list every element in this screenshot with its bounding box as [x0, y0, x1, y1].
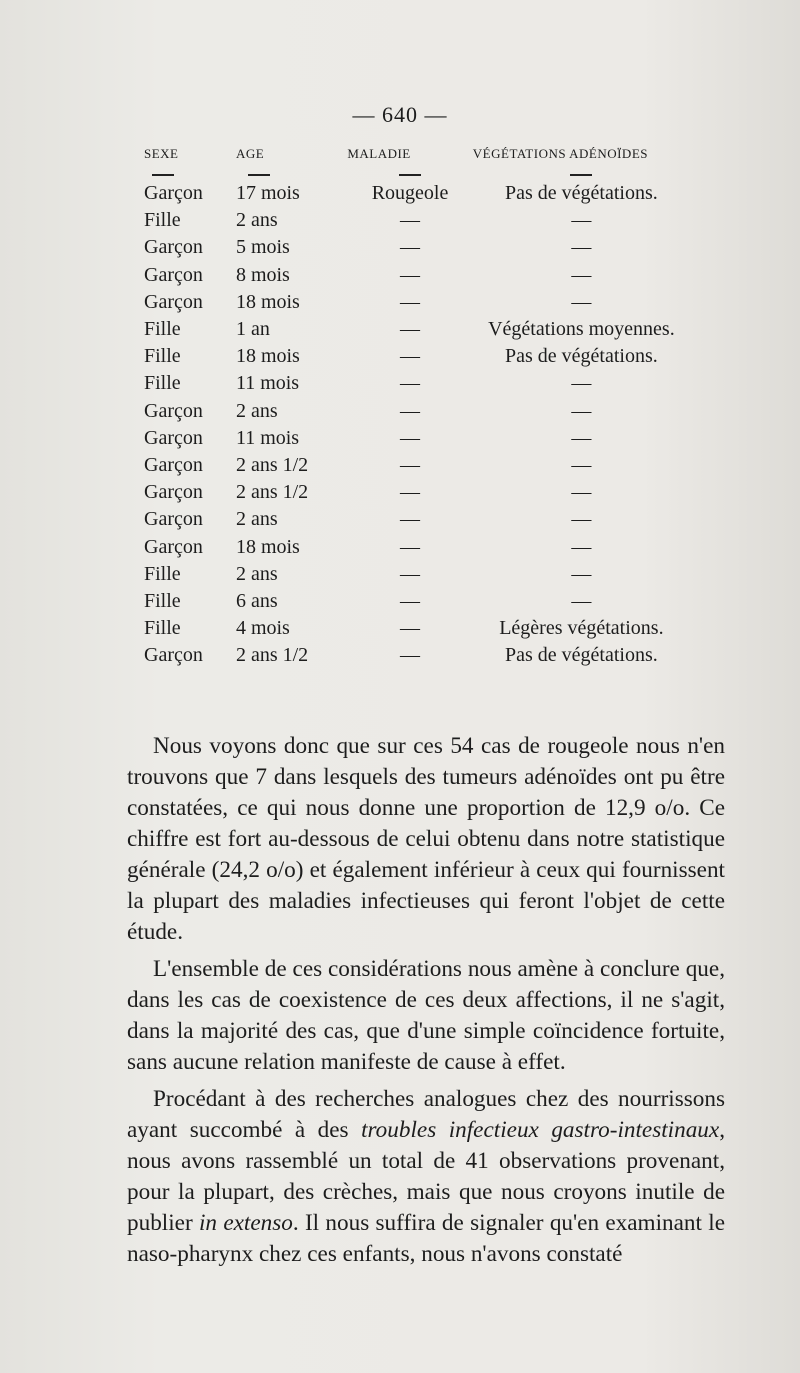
cell-maladie: — [400, 345, 421, 368]
table-row [130, 316, 690, 343]
cell-vegetations: Pas de végétations. [505, 345, 658, 368]
cell-maladie: — [400, 508, 421, 531]
cell-vegetations: — [571, 372, 592, 395]
cell-maladie: — [400, 535, 421, 558]
table-row [130, 180, 690, 207]
cell-age: 2 ans [235, 508, 278, 531]
cell-age: 2 ans 1/2 [235, 644, 309, 667]
cell-vegetations: — [571, 290, 592, 313]
cell-vegetations: — [571, 236, 592, 259]
cell-vegetations: — [571, 481, 592, 504]
cell-maladie: — [400, 372, 421, 395]
paragraph-3-italic-latin: in extenso [198, 1210, 293, 1236]
cell-vegetations: — [571, 426, 592, 449]
table-row [130, 289, 690, 316]
table-row [130, 561, 690, 588]
cell-age: 18 mois [235, 535, 300, 558]
cell-age: 18 mois [235, 290, 300, 313]
table-row [130, 370, 690, 397]
cell-sexe: Garçon [144, 399, 203, 422]
paragraph-3-italic-term: troubles infectieux gastro-intestinaux [361, 1117, 720, 1143]
cell-age: 2 ans 1/2 [235, 453, 309, 476]
header-maladie-label: MALADIE [347, 146, 411, 161]
cell-sexe: Fille [144, 617, 181, 640]
cell-maladie: — [400, 290, 421, 313]
paragraph-3-part-c: , nous avons rassemblé un total de 41 observations provenant, pour la plupart, des crèches, mais que nous croyons inutile de publier [127, 1117, 725, 1236]
header-sexe [130, 146, 236, 180]
table-row [130, 615, 690, 642]
cell-vegetations: — [571, 562, 592, 585]
cell-vegetations: — [571, 453, 592, 476]
cell-age: 6 ans [235, 589, 278, 612]
table-row [130, 398, 690, 425]
cell-vegetations: Légères végétations. [499, 617, 664, 640]
cell-vegetations: Pas de végétations. [505, 182, 658, 205]
table-header-row [130, 146, 690, 180]
header-vegetations [473, 146, 690, 180]
cell-sexe: Fille [144, 562, 181, 585]
cell-sexe: Garçon [144, 508, 203, 531]
cell-sexe: Fille [144, 209, 181, 232]
cell-sexe: Garçon [144, 644, 203, 667]
table-row [130, 343, 690, 370]
cell-age: 1 an [235, 318, 270, 341]
cell-vegetations: — [571, 535, 592, 558]
cell-maladie: — [400, 589, 421, 612]
cell-maladie: — [400, 236, 421, 259]
cell-sexe: Garçon [144, 290, 203, 313]
cell-age: 5 mois [235, 236, 290, 259]
cell-sexe: Fille [144, 345, 181, 368]
cell-vegetations: — [571, 399, 592, 422]
table-row [130, 642, 690, 669]
cell-sexe: Garçon [144, 535, 203, 558]
cell-vegetations: Pas de végétations. [505, 644, 658, 667]
table-row [130, 533, 690, 560]
paragraph-1: Nous voyons donc que sur ces 54 cas de rougeole nous n'en trouvons que 7 dans lesquels des tumeurs adénoïdes ont pu être constatées, ce qui nous donne une proportion de 12,9 o/o. Ce chiffre est fort au-dessous de celui obtenu dans notre statistique générale (24,2 o/o) et également inférieur à ceux qui fournissent la plupart des maladies infectieuses qui feront l'objet de cette étude. [127, 733, 725, 945]
cell-maladie: — [400, 263, 421, 286]
cell-maladie: — [400, 209, 421, 232]
header-age-label: AGE [235, 146, 265, 161]
cell-sexe: Garçon [144, 236, 203, 259]
cell-vegetations: Végétations moyennes. [488, 318, 675, 341]
cell-age: 17 mois [235, 182, 300, 205]
cell-maladie: — [400, 453, 421, 476]
cell-maladie: — [400, 644, 421, 667]
body-text [127, 731, 725, 1276]
table-row [130, 207, 690, 234]
cell-sexe: Garçon [144, 453, 203, 476]
header-vegetations-label: VÉGÉTATIONS ADÉNOÏDES [472, 146, 648, 161]
cell-vegetations: — [571, 209, 592, 232]
table-row [130, 479, 690, 506]
cell-vegetations: — [571, 508, 592, 531]
cell-age: 2 ans 1/2 [235, 481, 309, 504]
cell-sexe: Garçon [144, 426, 203, 449]
cell-age: 2 ans [235, 399, 278, 422]
cell-age: 8 mois [235, 263, 290, 286]
paragraph-3 [127, 1084, 725, 1270]
header-age [236, 146, 347, 180]
page-number: — 640 — [352, 102, 448, 127]
cell-age: 11 mois [235, 426, 300, 449]
table-row [130, 588, 690, 615]
cell-sexe: Garçon [144, 263, 203, 286]
cell-maladie: Rougeole [371, 182, 449, 205]
table-row [130, 262, 690, 289]
cell-age: 18 mois [235, 345, 300, 368]
paragraph-2: L'ensemble de ces considérations nous amène à conclure que, dans les cas de coexistence de ces deux affections, il ne s'agit, dans la majorité des cas, que d'une simple coïncidence fortuite, sans aucune relation manifeste de cause à effet. [127, 956, 725, 1075]
header-sexe-label: SEXE [144, 146, 179, 161]
cell-age: 2 ans [235, 562, 278, 585]
table-row [130, 452, 690, 479]
header-dash [248, 174, 270, 176]
cell-maladie: — [400, 481, 421, 504]
paragraph-3-part-a: Procédant à des recherches analogues chez des nourrissons ayant succombé à des [127, 1086, 725, 1143]
table-body [130, 180, 690, 669]
cell-age: 11 mois [235, 372, 300, 395]
cell-vegetations: — [571, 589, 592, 612]
table-row [130, 234, 690, 261]
cell-vegetations: — [571, 263, 592, 286]
cell-maladie: — [400, 399, 421, 422]
header-dash [570, 174, 592, 176]
cell-age: 4 mois [235, 617, 290, 640]
cell-sexe: Garçon [144, 481, 203, 504]
table-row [130, 506, 690, 533]
cell-sexe: Fille [144, 318, 181, 341]
paragraph-3-part-e: . Il nous suffira de signaler qu'en examinant le naso-pharynx chez ces enfants, nous n'avons constaté [127, 1210, 725, 1267]
cell-maladie: — [400, 318, 421, 341]
table-row [130, 425, 690, 452]
cell-maladie: — [400, 617, 421, 640]
cell-sexe: Fille [144, 372, 181, 395]
header-dash [152, 174, 174, 176]
header-dash [399, 174, 421, 176]
cell-age: 2 ans [235, 209, 278, 232]
cell-sexe: Garçon [144, 182, 203, 205]
cell-sexe: Fille [144, 589, 181, 612]
cell-maladie: — [400, 426, 421, 449]
header-maladie [347, 146, 472, 180]
statistics-table [130, 146, 690, 669]
cell-maladie: — [400, 562, 421, 585]
